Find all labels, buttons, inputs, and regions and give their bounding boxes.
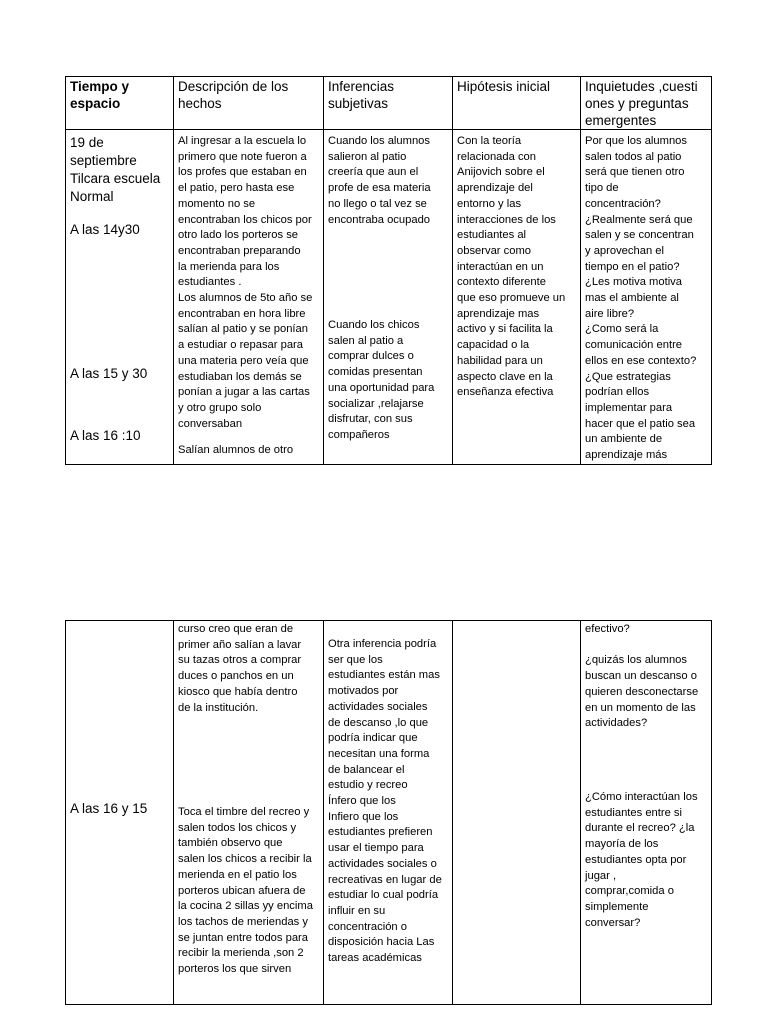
- header-questions: Inquietudes ,cuesti ones y preguntas emergentes: [581, 77, 712, 130]
- hypothesis-cell: [453, 130, 581, 465]
- time-entry-4: A las 16 y 15: [70, 801, 148, 816]
- inference-text-1: Cuando los alumnos salieron al patio creería que aun el profe de esa materia no llego o tal vez se encontraba ocupado: [328, 135, 431, 226]
- time-entry-1: A las 14y30: [70, 222, 140, 237]
- questions-text-2: ¿Cómo interactúan los estudiantes entre si durante el recreo? ¿la mayoría de los estudiantes opta por jugar , comprar,comida o simplemente conversar?: [585, 791, 698, 929]
- time-entry-2: A las 15 y 30: [70, 366, 148, 381]
- questions-text-cont: efectivo? ¿quizás los alumnos buscan un descanso o quieren desconectarse en un momento de las actividades?: [585, 623, 699, 730]
- description-cell: [174, 130, 324, 465]
- inference-text-2: Cuando los chicos salen al patio a comprar dulces o comidas presentan una oportunidad para socializar ,relajarse disfrutar, con sus compañeros: [328, 319, 435, 441]
- hypothesis-text: Con la teoría relacionada con Anijovich sobre el aprendizaje del entorno y las interacciones de los estudiantes al observar como interactúan en un contexto diferente que eso promueve un aprendizaje mas activo y si facilita la capacidad o la habilidad para un aspecto clave en la enseñanza efectiva: [457, 135, 566, 399]
- description-text-end: Salían alumnos de otro: [178, 444, 294, 456]
- header-inferences: Inferencias subjetivas: [324, 77, 453, 130]
- questions-cell: [581, 130, 712, 465]
- table-row: [66, 130, 712, 465]
- hypothesis-cell: [453, 621, 581, 1005]
- header-description: Descripción de los hechos: [174, 77, 324, 130]
- inference-text-3: Otra inferencia podría ser que los estudiantes están mas motivados por actividades sociales de descanso ,lo que podría indicar que necesitan una forma de balancear el estudio y recreo Ínfero que los Infiero que los estudiantes prefieren usar el tiempo para actividades sociales o recreativas en lugar de estudiar lo cual podría influir en su concentración o disposición hacia Las tareas académicas: [328, 638, 442, 965]
- table-header-row: [66, 77, 712, 130]
- time-place-cell: [66, 130, 174, 465]
- questions-cell: [581, 621, 712, 1005]
- inferences-cell: [324, 621, 453, 1005]
- date-place: 19 de septiembre Tilcara escuela Normal: [70, 135, 161, 204]
- inferences-cell: [324, 130, 453, 465]
- observation-table-page-2: [65, 620, 712, 1005]
- observation-table-page-1: [65, 76, 712, 465]
- questions-text: Por que los alumnos salen todos al patio será que tienen otro tipo de concentración? ¿Realmente será que salen y se concentran y aprovechan el tiempo en el patio? ¿Les motiva motiva mas el ambiente al aire libre? ¿Como será la comunicación entre ellos en ese contexto? ¿Que estrategias podrían ellos implementar para hacer que el patio sea un ambiente de aprendizaje más: [585, 135, 697, 462]
- description-cell: [174, 621, 324, 1005]
- table-row: [66, 621, 712, 1005]
- time-place-cell: [66, 621, 174, 1005]
- time-entry-3: A las 16 :10: [70, 428, 141, 443]
- description-text-2: Toca el timbre del recreo y salen todos los chicos y también observo que salen los chicos a recibir la merienda en el patio los porteros ubican afuera de la cocina 2 sillas yy encima los tachos de meriendas y se juntan entre todos para recibir la merienda ,son 2 porteros los que sirven: [178, 806, 313, 976]
- header-hypothesis: Hipótesis inicial: [453, 77, 581, 130]
- description-text: Al ingresar a la escuela lo primero que note fueron a los profes que estaban en el patio, pero hasta ese momento no se encontraban los chicos por otro lado los porteros se encontraban preparando la merienda para los estudiantes . Los alumnos de 5to año se encontraban en hora libre salían al patio y se ponían a estudiar o repasar para una materia pero veía que estudiaban los demás se ponían a jugar a las cartas y otro grupo solo conversaban: [178, 135, 313, 430]
- description-text-cont: curso creo que eran de primer año salían a lavar su tazas otros a comprar duces o panchos en un kiosco que había dentro de la institución.: [178, 623, 302, 714]
- header-time-place: Tiempo y espacio: [66, 77, 174, 130]
